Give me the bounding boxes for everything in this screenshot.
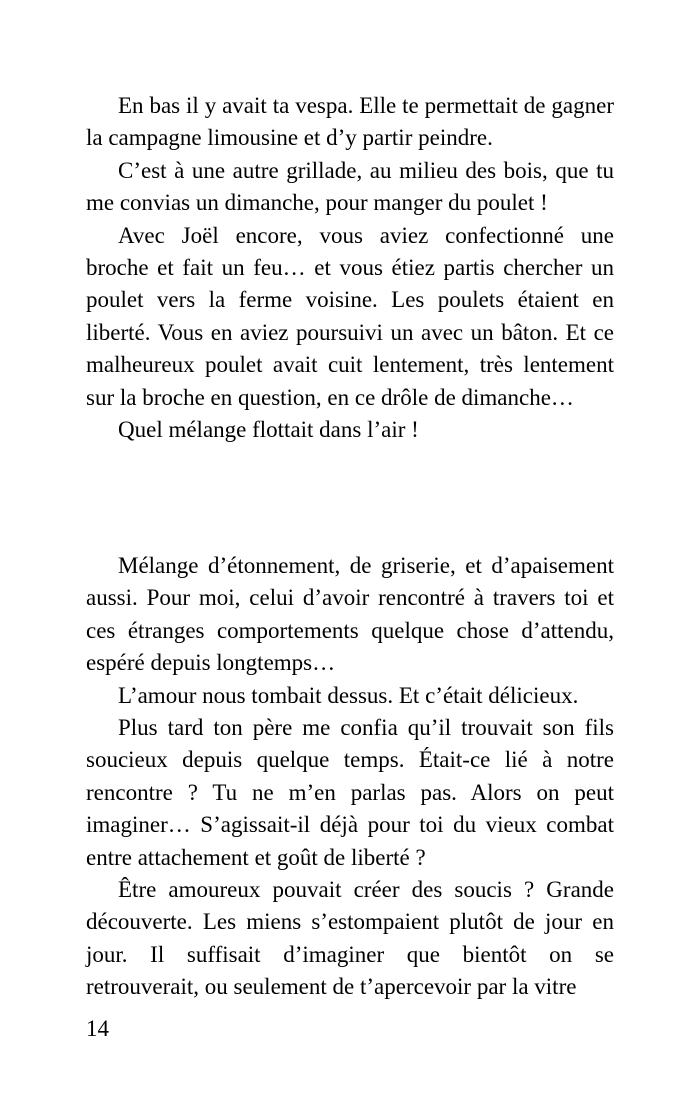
- paragraph: En bas il y avait ta vespa. Elle te permettait de gagner la campagne limousine et d’y partir peindre.: [86, 93, 614, 151]
- page-number: 14: [86, 1016, 109, 1041]
- paragraph: Quel mélange flottait dans l’air !: [118, 417, 419, 443]
- text-section-2: [86, 550, 614, 1004]
- paragraph: Avec Joël encore, vous aviez confectionné une broche et fait un feu… et vous étiez partis chercher un poulet vers la ferme voisine. Les poulets étaient en liberté. Vous en aviez poursuivi un avec un bâton. Et ce malheureux poulet avait cuit lentement, très lentement sur la broche en question, en ce drôle de dimanche…: [86, 222, 614, 410]
- paragraph: Être amoureux pouvait créer des soucis ? Grande découverte. Les miens s’estompaient plutôt de jour en jour. Il suffisait d’imaginer que bientôt on se retrouverait, ou seulement de t’apercevoir par la vitre: [86, 877, 614, 1000]
- paragraph: C’est à une autre grillade, au milieu des bois, que tu me convias un dimanche, pour manger du poulet !: [86, 157, 614, 216]
- text-section-1: [86, 90, 614, 446]
- paragraph: Mélange d’étonnement, de griserie, et d’apaisement aussi. Pour moi, celui d’avoir rencontré à travers toi et ces étranges comportements quelque chose d’attendu, espéré depuis longtemps…: [86, 553, 614, 676]
- paragraph: L’amour nous tombait dessus. Et c’était délicieux.: [118, 682, 579, 708]
- paragraph: Plus tard ton père me confia qu’il trouvait son fils soucieux depuis quelque temps. Était-ce lié à notre rencontre ? Tu ne m’en parlas pas. Alors on peut imaginer… S’agissait-il déjà pour toi du vieux combat entre attachement et goût de liberté ?: [86, 715, 614, 870]
